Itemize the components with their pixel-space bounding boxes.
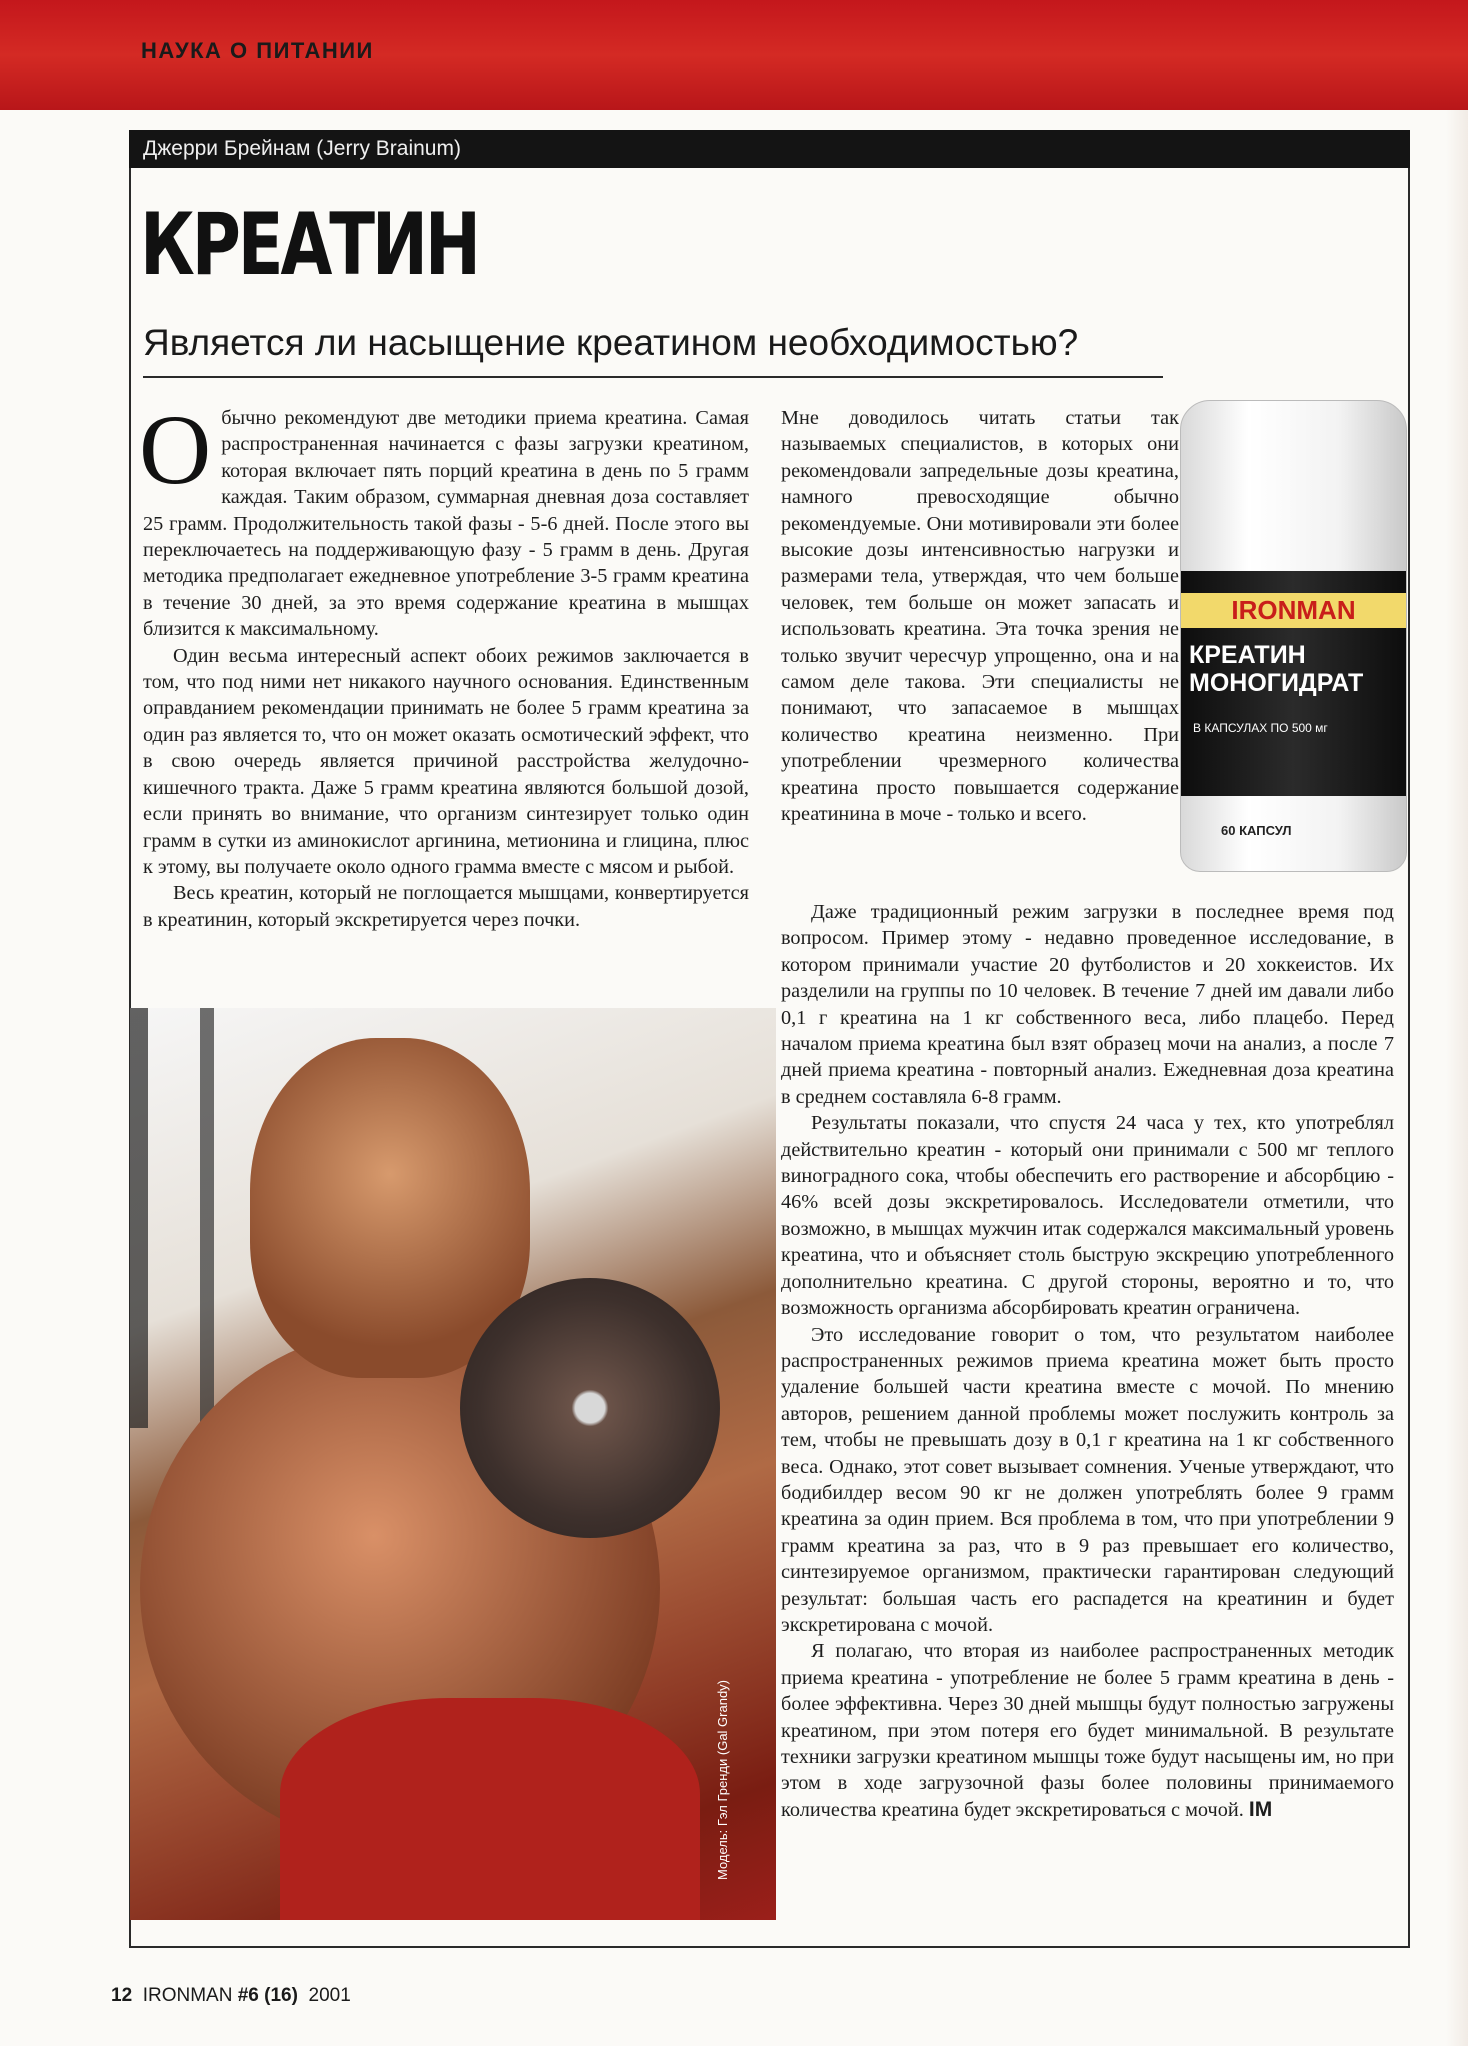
column-left xyxy=(139,394,749,933)
product-name: КРЕАТИН МОНОГИДРАТ xyxy=(1189,641,1364,697)
paragraph: Это исследование говорит о том, что результатом наиболее распространенных режимов приема креатина может быть просто удаление большей части креатина вместе с мочой. По мнению авторов, решением данной проблемы может послужить контроль за тем, чтобы не превышать дозу в 0,1 г креатина на 1 кг собственного веса. Однако, этот совет вызывает сомнения. Ученые утверждают, что бодибилдер весом 90 кг не должен употреблять более 9 грамм креатина за один прием. Вся проблема в том, что при употреблении 9 грамм креатина за раз, что в 9 раз превышает его количество, синтезируемое организмом, практически гарантирован следующий результат: большая часть его распадется на креатинин и будет экскретирована с мочой. xyxy=(781,1323,1394,1636)
product-bottle-image xyxy=(1180,400,1407,872)
product-count: 60 КАПСУЛ xyxy=(1221,823,1292,838)
article-subtitle: Является ли насыщение креатином необходимостью? xyxy=(143,322,1079,363)
page-footer xyxy=(111,1985,351,2007)
paragraph: Даже традиционный режим загрузки в последнее время под вопросом. Пример этому - недавно проведенное исследование, в котором принимали участие 20 футболистов и 20 хоккеистов. Их разделили на группы по 10 человек. В течение 7 дней им давали либо 0,1 г креатина на 1 кг собственного веса, либо плацебо. Перед началом приема креатина был взят образец мочи на анализ, а после 7 дней приема креатина - повторный анализ. Ежедневная доза креатина в среднем составляла 6-8 грамм. xyxy=(781,901,1394,1108)
dumbbell-plate xyxy=(460,1278,720,1538)
section-label: НАУКА О ПИТАНИИ xyxy=(141,38,374,63)
page-edge xyxy=(1446,110,1468,2046)
article-title: КРЕАТИН xyxy=(140,195,478,295)
author-name: Джерри Брейнам (Jerry Brainum) xyxy=(143,137,461,160)
issue-number: #6 xyxy=(237,1985,259,2006)
page-number: 12 xyxy=(111,1985,133,2006)
column-right-bottom xyxy=(781,899,1394,1823)
issue-total: (16) xyxy=(264,1985,298,2006)
photo-credit: Модель: Гэл Гренди (Gal Grandy) xyxy=(715,1679,730,1880)
paragraph: Один весьма интересный аспект обоих режимов заключается в том, что под ними нет никакого научного основания. Единственным оправданием рекомендации принимать не более 5 грамм креатина за один раз является то, что он может оказать осмотический эффект, что в свою очередь является причиной расстройства желудочно-кишечного тракта. Даже 5 грамм креатина являются большой дозой, если принять во внимание, что организм синтезирует только один грамм в сутки из аминокислот аргинина, метионина и глицина, плюс к этому, вы получаете около одного грамма вместе с мясом и рыбой. xyxy=(143,644,749,878)
issue-year: 2001 xyxy=(308,1985,351,2006)
athlete-shorts xyxy=(280,1698,700,1920)
paragraph: Результаты показали, что спустя 24 часа у тех, кто употреблял действительно креатин - который они принимали с 500 мг теплого виноградного сока, чтобы обеспечить его растворение и абсорбцию - 46% всей дозы экскретировалось. Исследователи отметили, что возможно, в мышцах мужчин итак содержался максимальный уровень креатина, что и объясняет столь быструю экскрецию употребленного дополнительно креатина. С другой стороны, вероятно и то, что возможность организма абсорбировать креатин ограничена. xyxy=(781,1112,1394,1320)
gym-equipment xyxy=(130,1008,250,1428)
end-mark: IM xyxy=(1248,1797,1273,1821)
bodybuilder-photo xyxy=(130,1008,776,1920)
paragraph: Мне доводилось читать статьи так называемых специалистов, в которых они рекомендовали запредельные дозы креатина, намного превосходящие обычно рекомендуемые. Они мотивировали эти более высокие дозы интенсивностью нагрузки и размерами тела, утверждая, что чем больше человек, тем больше он может запасать и использовать креатина. Эта точка зрения не только звучит чересчур упрощенно, она и на самом деле такова. Эти специалисты не понимают, что запасаемое в мышцах количество креатина неизменно. При употреблении чрезмерного количества креатина просто повышается содержание креатинина в моче - только и всего. xyxy=(781,407,1179,826)
paragraph: Весь креатин, который не поглощается мышцами, конвертируется в креатинин, который экскретируется через почки. xyxy=(143,882,749,931)
subtitle-rule xyxy=(143,376,1163,378)
author-bar xyxy=(129,130,1410,168)
paragraph: Обычно рекомендуют две методики приема креатина. Самая распространенная начинается с фазы загрузки креатином, которая включает пять порций креатина в день по 5 грамм каждая. Таким образом, суммарная дневная доза составляет 25 грамм. Продолжительность такой фазы - 5-6 дней. После этого вы переключаетесь на поддерживающую фазу - 5 грамм в день. Другая методика предполагает ежедневное употребление 3-5 грамм креатина в течение 30 дней, за это время содержание креатина в мышцах близится к максимальному. xyxy=(139,394,749,641)
product-dose: В КАПСУЛАХ ПО 500 мг xyxy=(1193,721,1328,735)
drop-cap: О xyxy=(139,394,212,505)
magazine-name: IRONMAN xyxy=(142,1985,233,2006)
product-brand: IRONMAN xyxy=(1181,593,1406,628)
column-right-top xyxy=(781,405,1179,828)
paragraph-last: Я полагаю, что вторая из наиболее распространенных методик приема креатина - употребление не более 5 грамм креатина в день - более эффективна. Через 30 дней мышцы будут полностью загружены креатином, при этом потеря его будет минимальной. В результате техники загрузки креатином мышцы тоже будут насыщены им, но при этом в ходе загрузочной фазы более половины принимаемого количества креатина будет экскретироваться с мочой. IM xyxy=(781,1640,1394,1821)
